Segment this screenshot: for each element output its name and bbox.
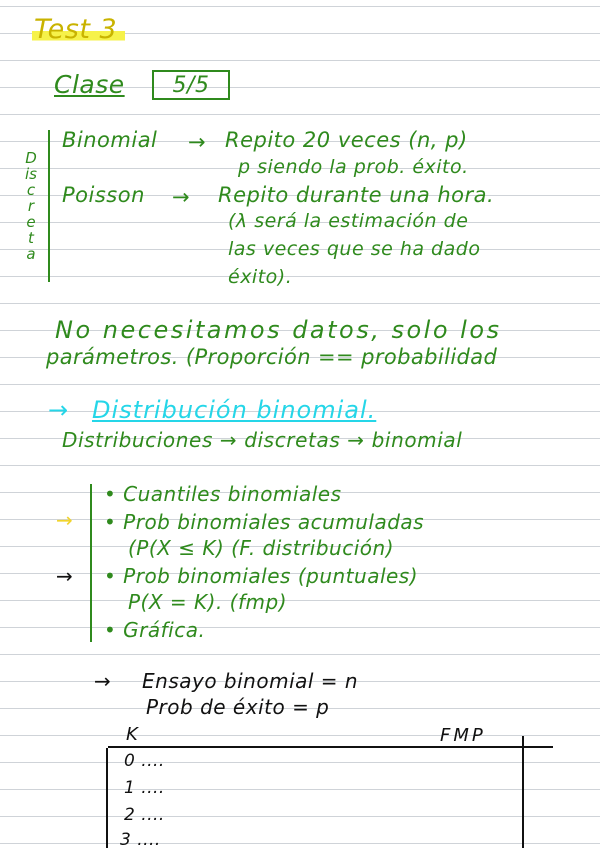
table-top-rule bbox=[108, 746, 553, 748]
list-item-cuantiles: • Cuantiles binomiales bbox=[104, 482, 342, 506]
binomial-desc-line2: p siendo la prob. éxito. bbox=[238, 156, 469, 178]
ensayo-line2: Prob de éxito = p bbox=[146, 695, 330, 719]
list-item-grafica: • Gráfica. bbox=[104, 618, 206, 642]
poisson-desc-line3: las veces que se ha dado bbox=[228, 238, 481, 260]
yellow-arrow-icon: → bbox=[56, 508, 74, 532]
clase-number-box: 5/5 bbox=[152, 70, 230, 100]
list-item-puntuales-detail: P(X = K). (fmp) bbox=[128, 590, 287, 614]
black-arrow-icon: → bbox=[56, 564, 74, 588]
table-row: 0 .... bbox=[124, 751, 165, 771]
section-arrow-icon: → bbox=[48, 396, 69, 424]
table-header-k: K bbox=[126, 724, 139, 745]
binomial-desc-line1: Repito 20 veces (n, p) bbox=[225, 128, 468, 152]
poisson-label: Poisson bbox=[62, 183, 145, 207]
menu-path: Distribuciones → discretas → binomial bbox=[62, 428, 463, 452]
table-right-rule bbox=[522, 736, 524, 848]
list-item-puntuales: • Prob binomiales (puntuales) bbox=[104, 564, 419, 588]
discreta-side-label: Discreta bbox=[25, 149, 37, 263]
binomial-label: Binomial bbox=[62, 128, 158, 152]
poisson-desc-line2: (λ será la estimación de bbox=[228, 210, 469, 232]
note-line2: parámetros. (Proporción == probabilidad bbox=[46, 345, 498, 369]
note-line1: No necesitamos datos, solo los bbox=[55, 316, 502, 344]
poisson-desc-line1: Repito durante una hora. bbox=[218, 183, 495, 207]
list-item-acumuladas: • Prob binomiales acumuladas bbox=[104, 510, 425, 534]
table-row: 2 .... bbox=[124, 805, 165, 825]
ensayo-line1: Ensayo binomial = n bbox=[142, 669, 359, 693]
table-header-fmp: FMP bbox=[440, 725, 486, 746]
table-row: 3 .... bbox=[120, 830, 161, 850]
binomial-arrow-icon: → bbox=[188, 130, 207, 154]
discreta-bracket bbox=[48, 130, 50, 282]
poisson-desc-line4: éxito). bbox=[228, 266, 293, 288]
poisson-arrow-icon: → bbox=[172, 185, 191, 209]
list-item-acumuladas-detail: (P(X ≤ K) (F. distribución) bbox=[128, 536, 394, 560]
list-bracket bbox=[90, 484, 92, 642]
clase-label: Clase bbox=[54, 70, 125, 99]
table-left-rule bbox=[106, 748, 108, 848]
section-title: Distribución binomial. bbox=[92, 396, 377, 424]
page-title: Test 3 bbox=[32, 16, 125, 43]
ensayo-arrow-icon: → bbox=[94, 669, 112, 693]
table-row: 1 .... bbox=[124, 778, 165, 798]
